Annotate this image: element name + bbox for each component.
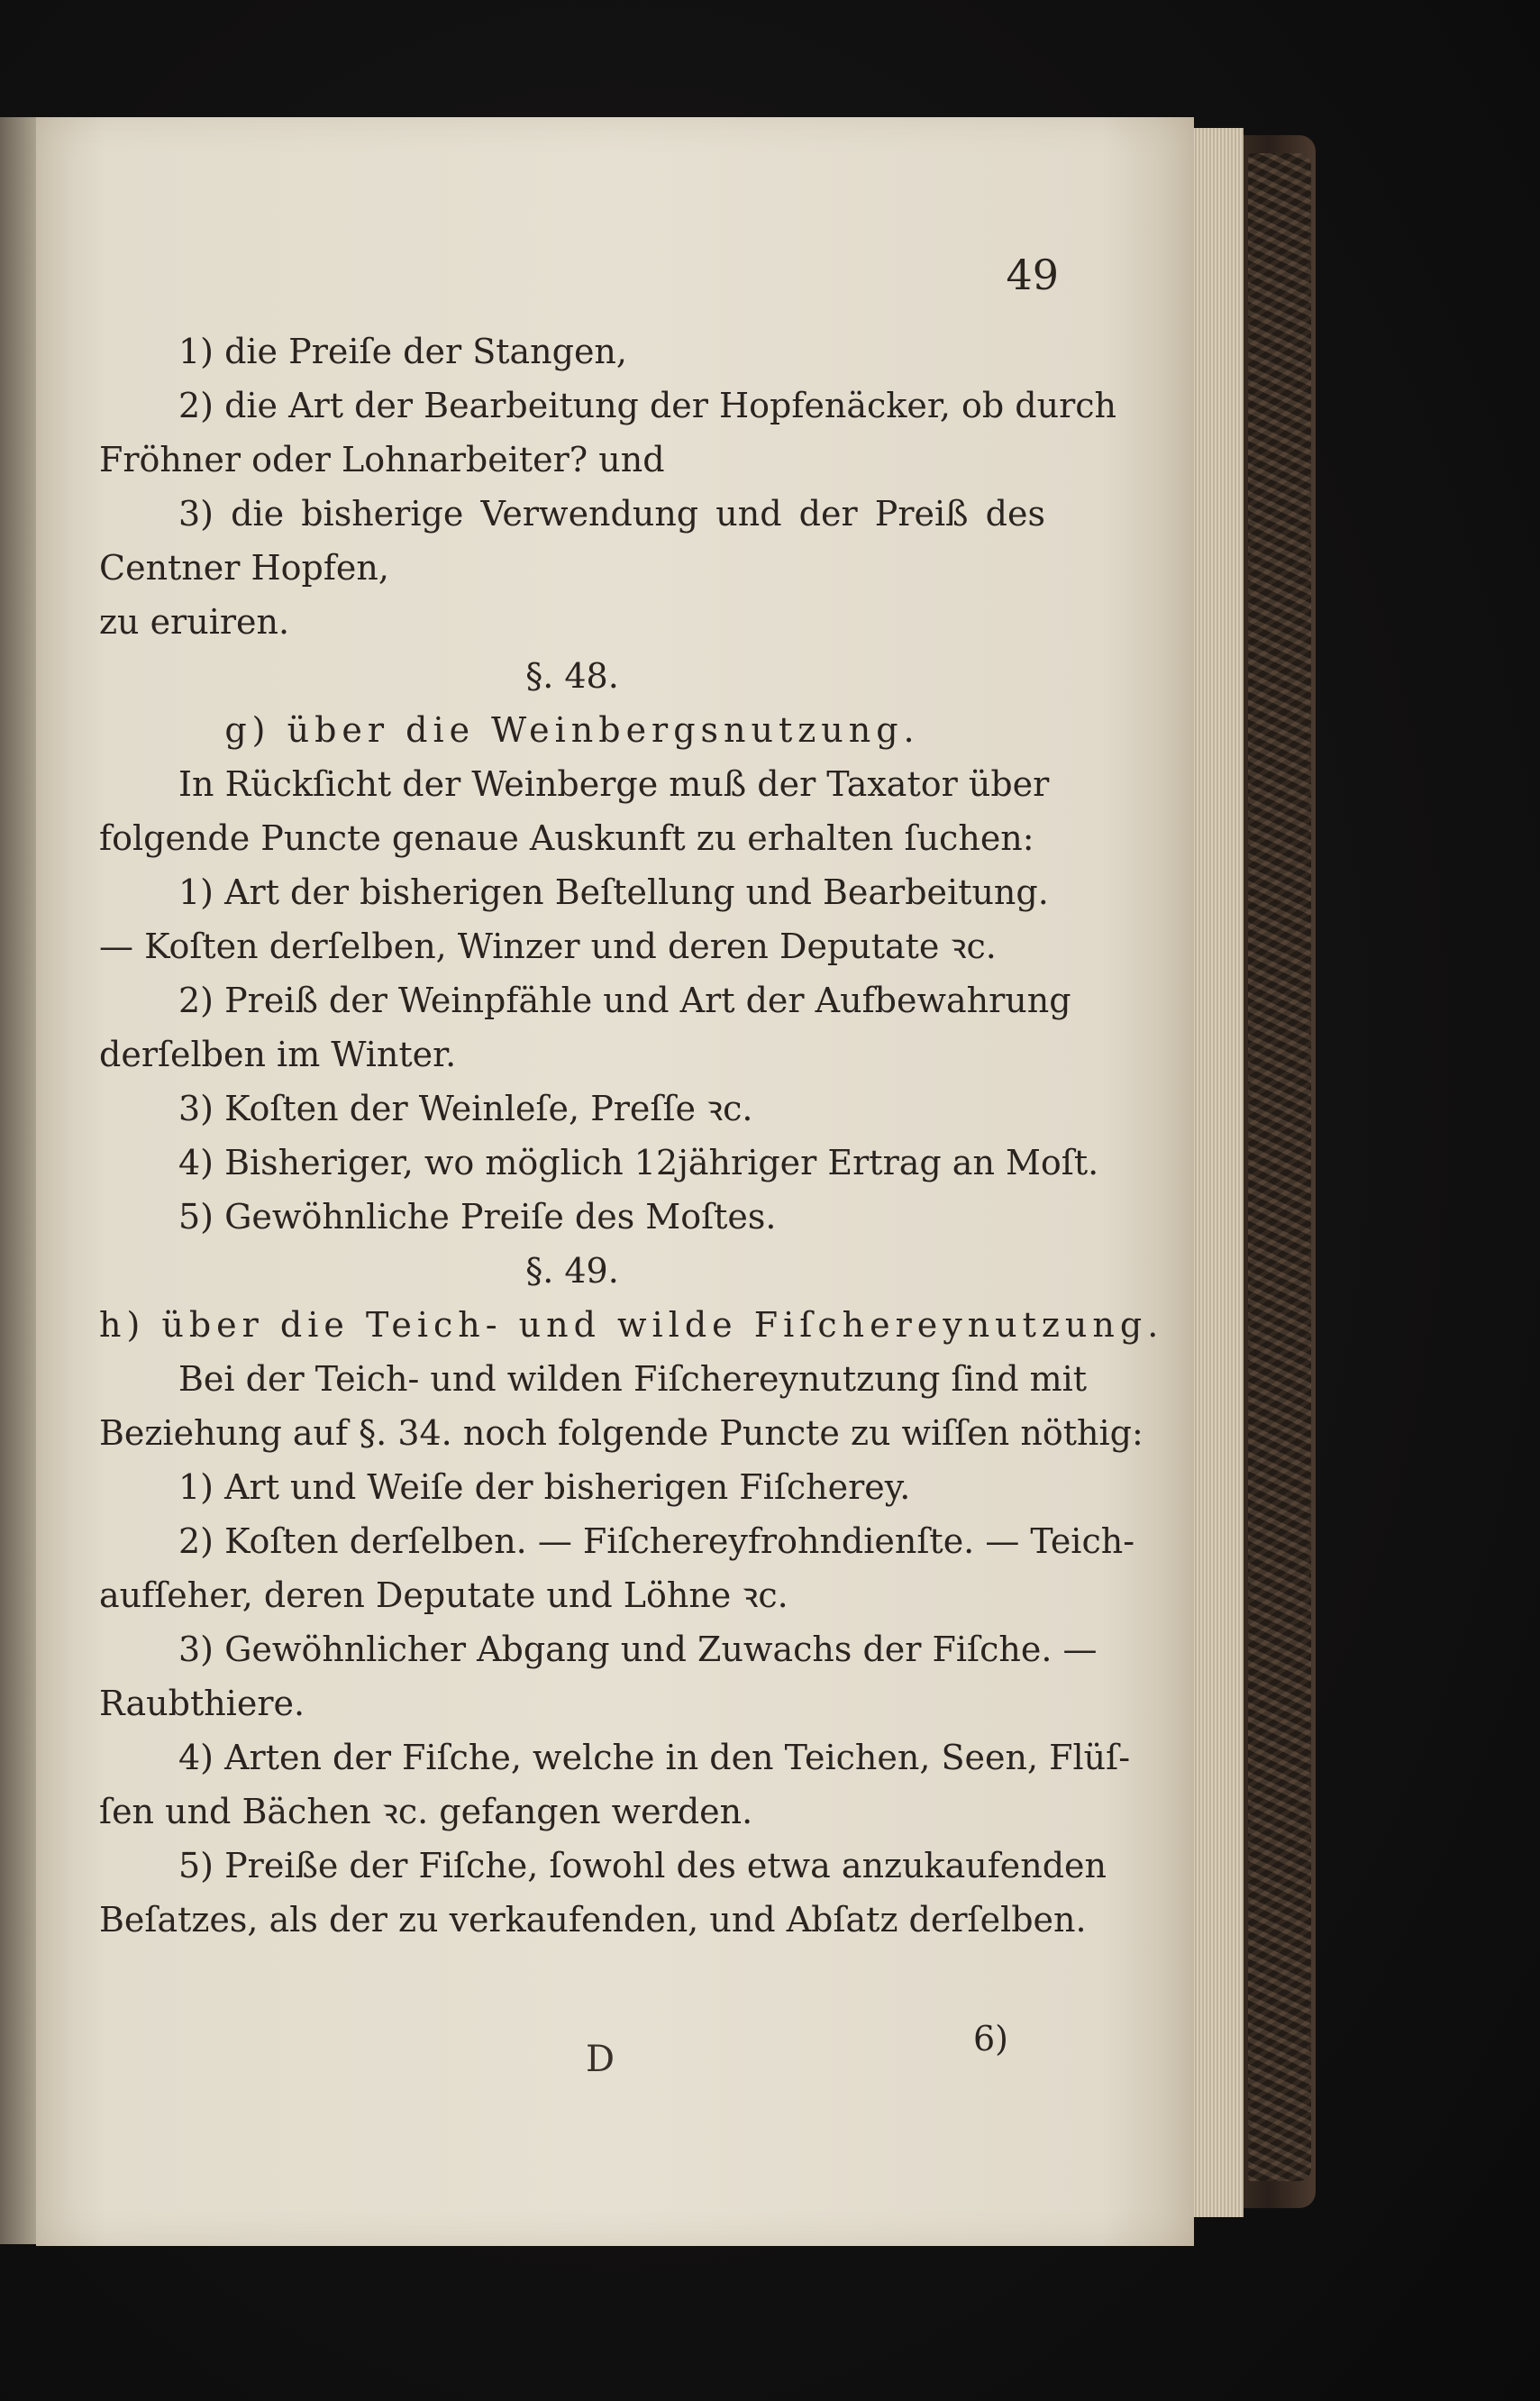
text-line: ſen und Bächen ꝛc. gefangen werden. — [99, 1792, 753, 1831]
text-line: 4) Bisheriger, wo möglich 12jähriger Ertrag an Moſt. — [178, 1143, 1099, 1182]
text-line: zu eruiren. — [99, 602, 290, 642]
text-line: §. 48. — [525, 656, 619, 696]
text-line: 2) Preiß der Weinpfähle und Art der Aufbewahrung — [178, 981, 1071, 1020]
text-line: In Rückſicht der Weinberge muß der Taxator über — [178, 764, 1050, 804]
text-line: Fröhner oder Lohnarbeiter? und — [99, 440, 665, 479]
text-line: folgende Puncte genaue Auskunft zu erhalten ſuchen: — [99, 818, 1034, 858]
text-line: 3) die bisherige Verwendung und der Preiß des — [178, 494, 1045, 534]
text-line: 1) Art und Weiſe der bisherigen Fiſcherey. — [178, 1467, 911, 1507]
text-line: 2) Koſten derſelben. — Fiſchereyfrohndienſte. — Teich- — [178, 1521, 1135, 1561]
text-line: Raubthiere. — [99, 1684, 305, 1723]
text-line: 3) Gewöhnlicher Abgang und Zuwachs der Fiſche. — — [178, 1630, 1098, 1669]
text-line: §. 49. — [525, 1251, 619, 1291]
text-line: Centner Hopfen, — [99, 548, 389, 588]
text-line: 5) Gewöhnliche Preiſe des Moſtes. — [178, 1197, 777, 1237]
page-number: 49 — [1006, 251, 1059, 299]
text-line: Beſatzes, als der zu verkaufenden, und Abſatz derſelben. — [99, 1900, 1087, 1940]
text-line: 2) die Art der Bearbeitung der Hopfenäcker, ob durch — [178, 386, 1116, 425]
catchword: 6) — [973, 2019, 1009, 2059]
text-line: Beziehung auf §. 34. noch folgende Puncte zu wiſſen nöthig: — [99, 1413, 1144, 1453]
text-line: 1) die Preiſe der Stangen, — [178, 332, 627, 371]
text-line: derſelben im Winter. — [99, 1035, 457, 1074]
text-line: 3) Koſten der Weinleſe, Preſſe ꝛc. — [178, 1089, 753, 1128]
text-line: h) über die Teich- und wilde Fiſchereynutzung. — [99, 1305, 1164, 1345]
marbled-fore-edge — [1248, 153, 1311, 2181]
text-line: aufſeher, deren Deputate und Löhne ꝛc. — [99, 1575, 788, 1615]
text-line: — Koſten derſelben, Winzer und deren Deputate ꝛc. — [99, 927, 997, 966]
text-line: 5) Preiße der Fiſche, ſowohl des etwa anzukaufenden — [178, 1846, 1107, 1885]
text-line: Bei der Teich- und wilden Fiſchereynutzung ſind mit — [178, 1359, 1088, 1399]
page-stack-edge — [1189, 128, 1244, 2217]
text-line: 1) Art der bisherigen Beſtellung und Bearbeitung. — [178, 872, 1049, 912]
text-line: g) über die Weinbergsnutzung. — [224, 710, 920, 750]
text-line: 4) Arten der Fiſche, welche in den Teichen, Seen, Flüſ- — [178, 1738, 1131, 1777]
page-text — [99, 324, 1164, 1947]
signature-mark: D — [586, 2039, 615, 2080]
